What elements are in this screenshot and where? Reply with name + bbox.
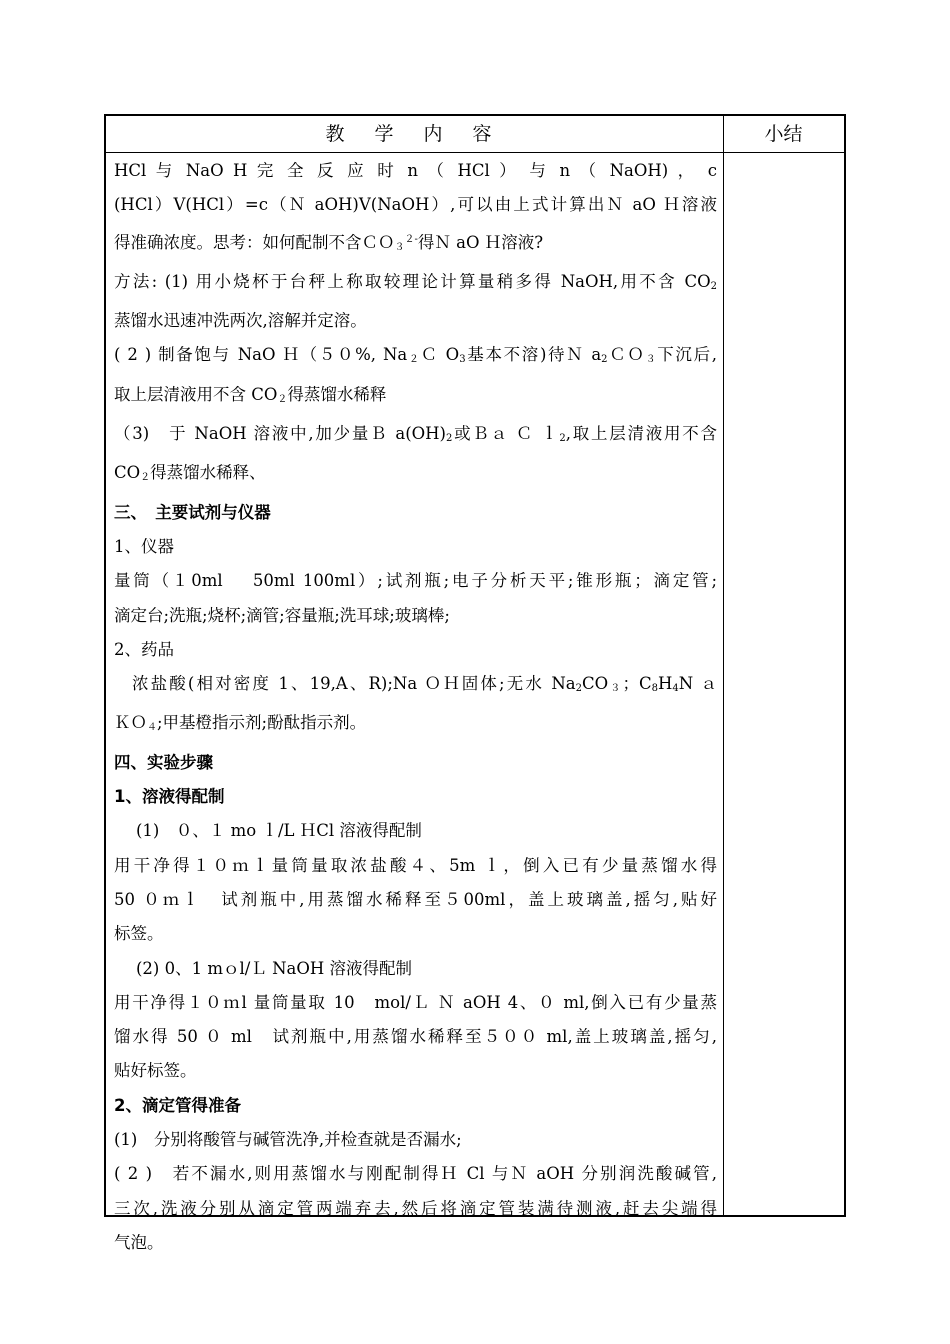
step-heading-1: 1、溶液得配制 — [114, 787, 225, 807]
text-line: ( 2 ) 制备饱与 NaO Ｈ（５０%, $Na_2C$ $O_3$基本不溶)待Ｎ $a_2CO_3$下沉后, — [114, 345, 717, 366]
text-line: (1) ０、１ mo ｌ/L ＨCl 溶液得配制 — [136, 821, 422, 841]
text-line: 贴好标签。 — [114, 1061, 197, 1081]
text-line: 量筒（１0ml 50ml 100ml）;试剂瓶;电子分析天平;锥形瓶；滴定管; — [114, 571, 717, 591]
text-line: 气泡。 — [114, 1232, 164, 1252]
text-line: 取上层清液用不含 $CO_2$得蒸馏水稀释 — [114, 384, 387, 405]
table-header-row — [106, 116, 844, 153]
teaching-content-cell — [114, 154, 717, 1260]
text-line: 得准确浓度。思考：如何配制不含ＣＯ$_3^{2-}$得Ｎ aO Ｈ溶液? — [114, 232, 544, 253]
text-line: 馏水得 50 ０ ml 试剂瓶中,用蒸馏水稀释至５００ ml,盖上玻璃盖,摇匀, — [114, 1027, 717, 1047]
text-line: (2) 0、1 mｏl/Ｌ NaOH 溶液得配制 — [136, 958, 413, 978]
header-teaching-content: 教 学 内 容 — [325, 123, 504, 145]
text-line: $CO_2$得蒸馏水稀释、 — [114, 463, 266, 484]
text-line: HCl 与 NaO H 完 全 反 应 时 n （ HCl ） 与 n （ NaOH) ， c — [114, 161, 717, 180]
text-line: 滴定台;洗瓶;烧杯;滴管;容量瓶;洗耳球;玻璃棒; — [114, 605, 450, 625]
section-heading-4: 四、实验步骤 — [114, 752, 213, 772]
text-line: ( 2 ) 若不漏水,则用蒸馏水与刚配制得Ｈ Cl 与Ｎ aOH 分别润洗酸碱管, — [114, 1164, 717, 1184]
text-line: 浓盐酸(相对密度 1、19,A、R);Na ＯＨ固体;无水 $Na_2CO_3$；$C_8H_4N$ ａ — [132, 674, 718, 695]
text-line: （3) 于 NaOH 溶液中,加少量Ｂ $a(OH)_2$或Ｂａ Ｃ ｌ$_2$,取上层清液用不含 — [114, 424, 717, 445]
lesson-table — [104, 114, 846, 1252]
step-heading-2: 2、滴定管得准备 — [114, 1095, 241, 1115]
subheading-reagents: 2、药品 — [114, 639, 174, 659]
summary-cell — [724, 153, 844, 1215]
text-line: 50 ０ｍｌ 试剂瓶中,用蒸馏水稀释至５00ml，盖上玻璃盖,摇匀,贴好 — [114, 889, 717, 909]
subheading-instruments: 1、仪器 — [114, 536, 174, 556]
section-heading-3: 三、 主要试剂与仪器 — [114, 502, 271, 522]
header-summary: 小结 — [764, 123, 803, 145]
text-line: ＫＯ$_4$;甲基橙指示剂;酚酞指示剂。 — [114, 713, 367, 734]
text-line: 方法: (1) 用小烧杯于台秤上称取较理论计算量稍多得 NaOH,用不含 $CO_2$ — [114, 271, 717, 292]
text-line: 用干净得１０ｍl 量筒量取 10 mol/Ｌ Ｎ aOH 4、０ ml,倒入已有少量蒸 — [114, 992, 717, 1012]
text-line: 蒸馏水迅速冲洗两次,溶解并定溶。 — [114, 311, 367, 331]
text-line: 三次,洗液分别从滴定管两端弃去,然后将滴定管装满待测液,赶去尖端得 — [114, 1198, 717, 1218]
text-line: 标签。 — [114, 924, 164, 944]
text-line: (1) 分别将酸管与碱管洗净,并检查就是否漏水; — [114, 1130, 462, 1150]
text-line: 用干净得１０ｍｌ量筒量取浓盐酸４、5m ｌ，倒入已有少量蒸馏水得 — [114, 855, 717, 875]
text-line: (HCl）V(HCl）=c（Ｎ aOH)V(NaOH）,可以由上式计算出Ｎ aO Ｈ溶液 — [114, 195, 717, 215]
